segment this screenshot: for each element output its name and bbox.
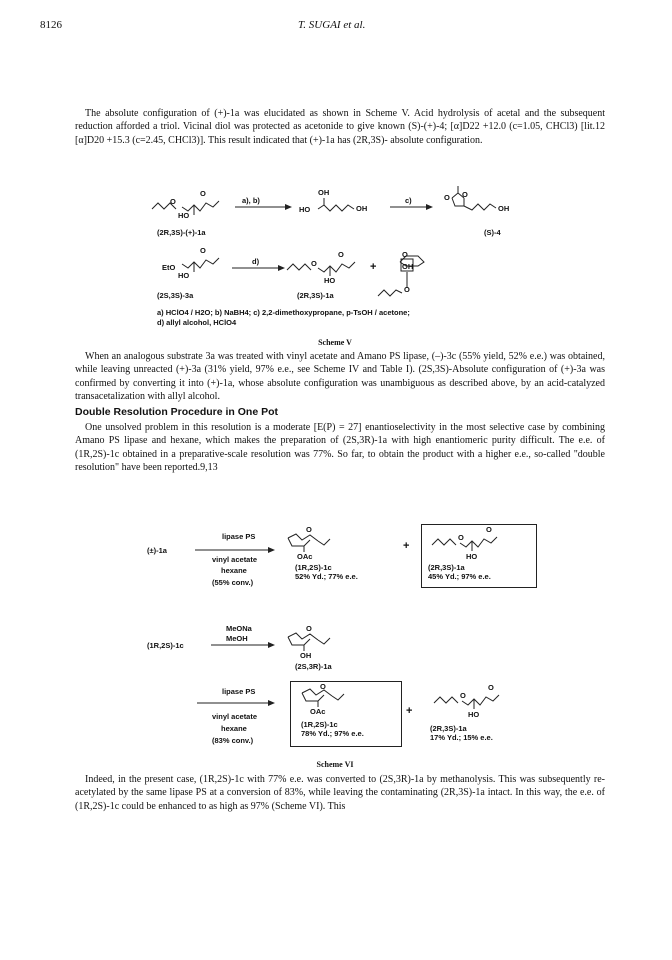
conversion: (55% conv.) [212,578,254,587]
section-heading: Double Resolution Procedure in One Pot [75,406,279,418]
solvent-hexane: hexane [221,724,247,733]
atom-ho: HO [468,710,480,719]
structure-1c-acetate [288,534,330,552]
running-title: T. SUGAI et al. [298,19,366,31]
structure-1a-alcohol [288,633,330,651]
plus-sign: + [403,540,410,552]
plus-sign: + [370,261,377,273]
start-1c: (1R,2S)-1c [147,641,184,650]
atom-eto: EtO [162,263,176,272]
atom-o: O [460,691,466,700]
atom-o: O [462,190,468,199]
atom-o: O [338,250,344,259]
atom-o: O [320,682,326,691]
reagent-lipase-ps: lipase PS [222,532,256,541]
conditions-line-1: a) HClO4 / H2O; b) NaBH4; c) 2,2-dimethoxypropane, p-TsOH / acetone; [157,308,410,317]
product-1a-yield: 45% Yd.; 97% e.e. [428,572,491,581]
atom-ho: HO [324,276,336,285]
structure-1a-leftover [434,695,499,709]
label-2r3s-1a: (2R,3S)-(+)-1a [157,228,206,237]
plus-sign: + [406,705,413,717]
atom-ho: HO [178,211,190,220]
atom-oh: OH [498,204,510,213]
arrow-label-d: d) [252,257,260,266]
atom-ho: HO [178,271,190,280]
atom-oh: OH [356,204,368,213]
atom-o: O [458,533,464,542]
arrow-label-c: c) [405,196,412,205]
atom-o: O [402,250,408,259]
atom-oh: OH [402,262,414,271]
atom-oac: OAc [310,707,326,716]
product-2s3r-1a-name: (2S,3R)-1a [295,662,332,671]
atom-o: O [170,197,176,206]
paragraph-present-case: Indeed, in the present case, (1R,2S)-1c with 77% e.e. was converted to (2S,3R)-1a by methanolysis. This was subsequently re-acetylated by the same lipase PS at a conversion of 83%, while leaving the contaminating (2R,3S)-1a intact. In this way, the e.e. of (1R,2S)-1c could be enhanced to as high as 97% (Scheme VI). This [75,774,605,812]
atom-o: O [404,285,410,294]
atom-oh: OH [318,188,330,197]
atom-o: O [488,683,494,692]
product-1c-name: (1R,2S)-1c [295,563,332,572]
atom-o: O [306,525,312,534]
page-number: 8126 [40,19,62,31]
product-1a-yield: 17% Yd.; 15% e.e. [430,733,493,742]
product-1c-yield: 78% Yd.; 97% e.e. [301,729,364,738]
atom-o: O [486,525,492,534]
atom-o: O [444,193,450,202]
reagent-meona: MeONa [226,624,252,633]
conversion: (83% conv.) [212,736,254,745]
scheme-caption: Scheme V [318,338,352,347]
atom-o: O [306,624,312,633]
product-1c-name: (1R,2S)-1c [301,720,338,729]
paragraph-analogous-substrate: When an analogous substrate 3a was treated with vinyl acetate and Amano PS lipase, (–)-3c (55% yield, 52% e.e.) was obtained, while leaving unreacted (+)-3a (31% yield, 97% e.e., see Scheme IV and Table I). (2S,3S)-Absolute configuration of (+)-3a was confirmed by converting it into (+)-1a, whose absolute configuration was unambiguous as described above, by an acid-catalyzed transacetalization with allyl alcohol. [75,351,605,403]
product-1a-name: (2R,3S)-1a [428,563,465,572]
atom-o: O [311,259,317,268]
arrow-label-a-b: a), b) [242,196,260,205]
scheme-caption: Scheme VI [316,760,354,769]
atom-ho: HO [299,205,311,214]
solvent-meoh: MeOH [226,634,248,643]
arrow-row-1 [195,547,275,553]
reagent-vinyl-acetate: vinyl acetate [212,712,258,721]
product-1c-yield: 52% Yd.; 77% e.e. [295,572,358,581]
label-2s3s-3a: (2S,3S)-3a [157,291,194,300]
paragraph-unsolved-problem: One unsolved problem in this resolution is a moderate [E(P) = 27] enantioselectivity in the most selective case by combining Amano PS lipase and hexane, which makes the preparation of (2S,3R)-1a with high enantiomeric purity difficult. The e.e. of (1R,2S)-1c obtained in a preparative-scale resolution was 77%. So far, to obtain the product with a higher e.e., so-called "double resolution" have been reported.9,13 [75,422,605,474]
product-1a-name: (2R,3S)-1a [430,724,467,733]
start-racemic-1a: (±)-1a [147,546,167,555]
conditions-line-2: d) allyl alcohol, HClO4 [157,318,237,327]
label-s-4: (S)-4 [484,228,501,237]
atom-ho: HO [466,552,478,561]
solvent-hexane: hexane [221,566,247,575]
atom-o: O [200,189,206,198]
arrow-row-3 [197,700,275,706]
atom-o: O [200,246,206,255]
reagent-lipase-ps: lipase PS [222,687,256,696]
label-2r3s-1a: (2R,3S)-1a [297,291,334,300]
atom-oh: OH [300,651,312,660]
atom-oac: OAc [297,552,313,561]
reagent-vinyl-acetate: vinyl acetate [212,555,258,564]
paragraph-absolute-configuration: The absolute configuration of (+)-1a was elucidated as shown in Scheme V. Acid hydrolysis of acetal and the subsequent reduction afforded a triol. Vicinal diol was protected as acetonide to give known (S)-(+)-4; [α]D22 +12.0 (c=1.05, CHCl3) [lit.12 [α]D20 +15.3 (c=2.45, CHCl3)]. This result indicated that (+)-1a has (2R,3S)- absolute configuration. [75,108,605,146]
